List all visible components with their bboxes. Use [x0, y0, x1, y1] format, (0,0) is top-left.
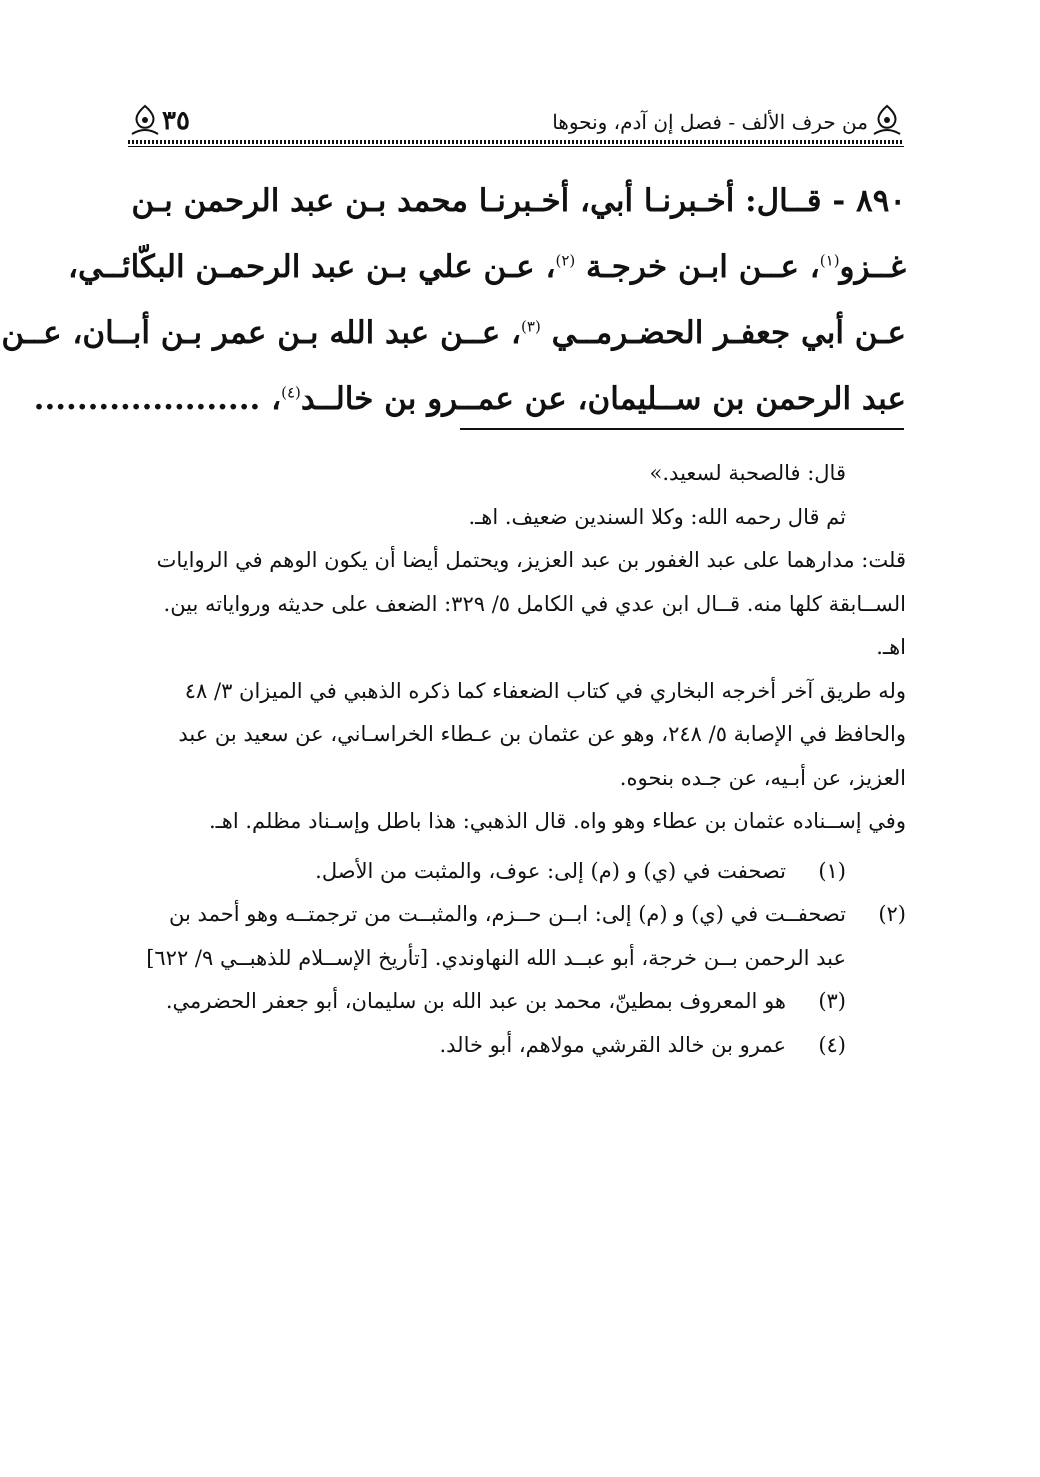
text-line: عـن أبي جعفـر الحضـرمــي $^{(٣)}$، عــن عبد الله بـن عمر بـن أبــان، عــن: [1, 315, 906, 351]
footnote-item: [134, 850, 906, 894]
footnote-text: تصحفــت في (ي) و (م) إلى: ابــن حــزم، والمثبــت من ترجمتــه وهو أحمد بن عبد الرحمن بــن خرجة، أبو عبــد الله النهاوندي. [تأريخ الإســلام للذهبــي ٩/ ٦٢٢]: [146, 902, 846, 970]
footnote-item: [134, 980, 906, 1024]
ornament-icon: [128, 104, 162, 138]
page-header: [128, 100, 904, 148]
footnote-number: (٣): [818, 989, 846, 1013]
header-rule: [128, 140, 904, 144]
footnotes-area: [134, 452, 906, 1067]
commentary-paragraph: ثم قال رحمه الله: وكلا السندين ضعيف. اهـ.: [468, 504, 846, 529]
text-line: عبد الرحمن بن ســليمان، عن عمــرو بن خالــد$^{(٤)}$، .....................: [33, 381, 906, 417]
running-title: من حرف الألف - فصل إن آدم، ونحوها: [552, 110, 868, 134]
footnote-item: [134, 893, 906, 980]
footnote-text: هو المعروف بمطينّ، محمد بن عبد الله بن سليمان، أبو جعفر الحضرمي.: [165, 989, 786, 1013]
hadith-text: [1, 168, 906, 432]
commentary-paragraph: وله طريق آخر أخرجه البخاري في كتاب الضعفاء كما ذكره الذهبي في الميزان ٣/ ٤٨ والحافظ في الإصابة ٥/ ٢٤٨، وهو عن عثمان بن عـطاء الخراسـاني، عن سعيد بن عبد العزيز، عن أبـيه، عن جـده بنحوه.: [178, 678, 906, 790]
commentary-paragraph: وفي إســناده عثمان بن عطاء وهو واه. قال الذهبي: هذا باطل وإسـناد مظلم. اهـ.: [208, 809, 906, 833]
commentary-paragraph: قلت: مدارهما على عبد الغفور بن عبد العزيز، ويحتمل أيضا أن يكون الوهم في الروايات الســابقة كلها منه. قــال ابن عدي في الكامل ٥/ ٣٢٩: الضعف على حديثه ورواياته بين. اهـ.: [156, 548, 906, 659]
footnote-text: تصحفت في (ي) و (م) إلى: عوف، والمثبت من الأصل.: [315, 858, 786, 883]
footnote-ref[interactable]: (١): [819, 251, 840, 270]
footnote-ref[interactable]: (٢): [555, 251, 576, 270]
header-rule-thin: [128, 146, 904, 147]
footnote-text: عمرو بن خالد القرشي مولاهم، أبو خالد.: [439, 1032, 786, 1057]
text-line: غــزو$^{(١)}$، عــن ابـن خرجـة $^{(٢)}$، عـن علي بـن عبد الرحمـن البكّائــي،: [67, 249, 906, 285]
commentary-paragraph: قال: فالصحبة لسعيد.»: [649, 461, 846, 485]
footnote-number: (١): [818, 858, 846, 883]
text-line: ٨٩٠ - قــال: أخـبرنـا أبي، أخـبرنـا محمد بـن عبد الرحمن بـن: [131, 183, 906, 219]
footnote-separator: [460, 428, 904, 430]
footnote-ref[interactable]: (٣): [521, 317, 541, 336]
footnote-item: [134, 1024, 906, 1068]
ornament-icon: [870, 104, 904, 138]
page-number: ٣٥: [162, 106, 190, 136]
footnote-ref[interactable]: (٤): [281, 383, 301, 402]
footnote-number: (٢): [878, 902, 906, 926]
footnote-number: (٤): [818, 1032, 846, 1057]
